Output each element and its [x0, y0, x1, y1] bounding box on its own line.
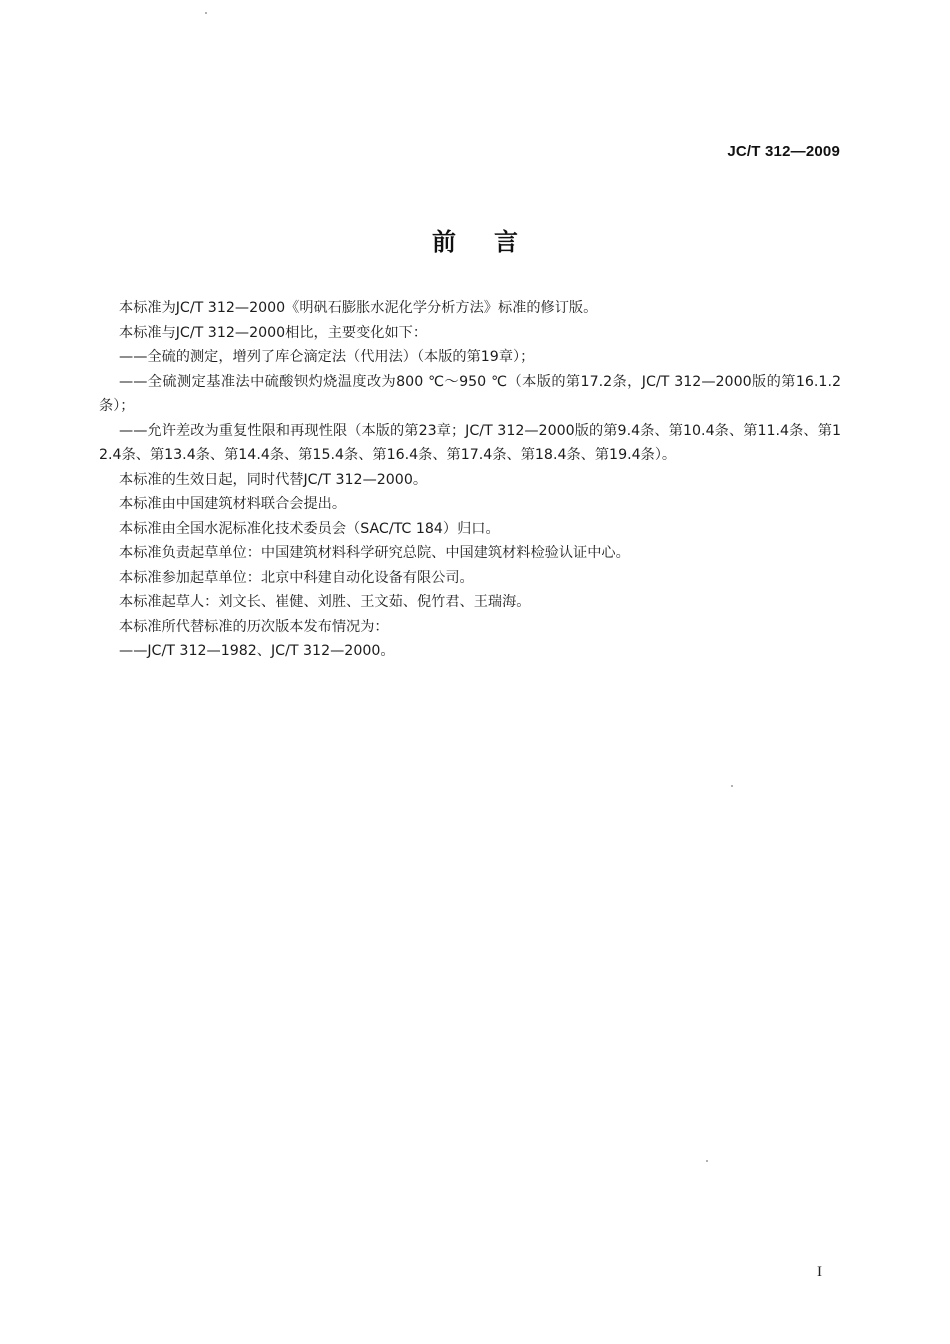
paragraph: 本标准的生效日起，同时代替JC/T 312—2000。 — [119, 471, 428, 488]
paragraph: 本标准为JC/T 312—2000《明矾石膨胀水泥化学分析方法》标准的修订版。 — [119, 300, 598, 316]
page-number: I — [817, 1264, 822, 1280]
paragraph: 本标准所代替标准的历次版本发布情况为： — [119, 618, 389, 635]
scan-speck — [205, 12, 207, 14]
scan-speck — [731, 785, 733, 787]
paragraph: 本标准起草人：刘文长、崔健、刘胜、王文茹、倪竹君、王瑞海。 — [119, 594, 531, 610]
list-item: ——JC/T 312—1982、JC/T 312—2000。 — [119, 643, 395, 659]
paragraph: 本标准与JC/T 312—2000相比，主要变化如下： — [119, 324, 428, 341]
list-item: ——允许差改为重复性限和再现性限（本版的第23章；JC/T 312—2000版的第9.4条、第10.4条、第11.4条、第12.4条、第13.4条、第14.4条、第15.4条、第16.4条、第17.4条、第18.4条、第19.4条）。 — [99, 422, 841, 463]
paragraph: 本标准负责起草单位：中国建筑材料科学研究总院、中国建筑材料检验认证中心。 — [119, 545, 630, 561]
list-item: ——全硫的测定，增列了库仑滴定法（代用法）（本版的第19章）； — [119, 349, 535, 365]
scan-speck — [706, 1160, 708, 1162]
list-item: ——全硫测定基准法中硫酸钡灼烧温度改为800 ℃～950 ℃（本版的第17.2条，JC/T 312—2000版的第16.1.2条）； — [99, 373, 841, 414]
page-title: 前言 — [432, 228, 556, 256]
paragraph: 本标准由中国建筑材料联合会提出。 — [119, 496, 347, 512]
standard-code: JC/T 312—2009 — [727, 143, 840, 160]
foreword-body — [99, 296, 841, 664]
paragraph: 本标准由全国水泥标准化技术委员会（SAC/TC 184）归口。 — [119, 520, 500, 537]
paragraph: 本标准参加起草单位：北京中科建自动化设备有限公司。 — [119, 569, 474, 586]
